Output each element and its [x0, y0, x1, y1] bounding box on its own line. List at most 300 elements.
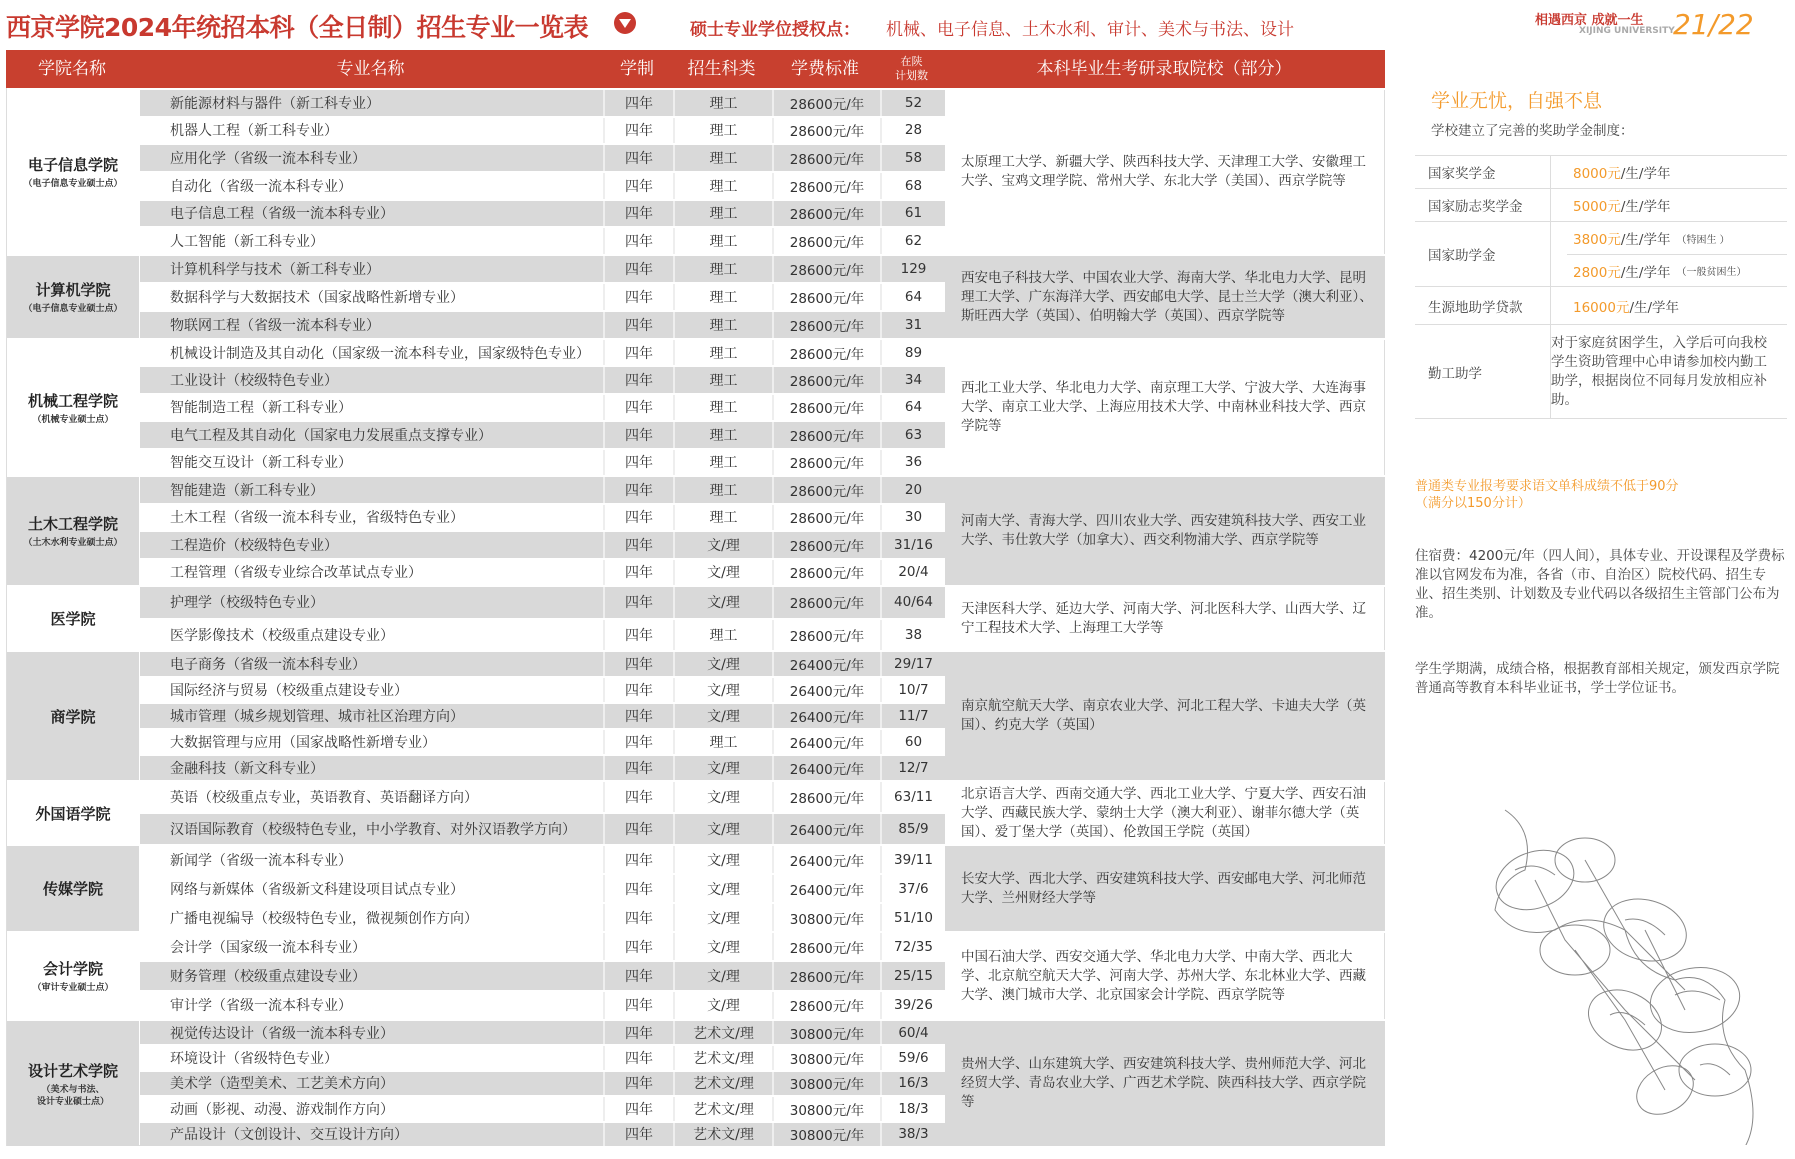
plan-count: 18/3 — [880, 1097, 945, 1120]
aid-row — [1415, 189, 1787, 222]
college-group — [7, 254, 1385, 338]
college-group — [7, 844, 1385, 931]
college-name: 会计学院 — [42, 960, 103, 978]
col-schools: 本科毕业生考研录取院校（部分） — [1036, 59, 1292, 79]
plan-count: 34 — [880, 367, 945, 392]
major-name: 动画（影视、动漫、游戏制作方向） — [170, 1101, 394, 1118]
table-row — [140, 931, 945, 960]
category: 理工 — [673, 118, 772, 144]
category: 文/理 — [673, 560, 772, 586]
tuition-fee: 30800元/年 — [772, 1046, 880, 1069]
category: 理工 — [673, 395, 772, 420]
master-label: 硕士专业学位授权点： — [690, 20, 860, 40]
years: 四年 — [603, 90, 673, 116]
years: 四年 — [603, 620, 673, 651]
table-row — [140, 226, 945, 254]
major-name: 土木工程（省级一流本科专业，省级特色专业） — [170, 510, 464, 527]
table-row — [140, 116, 945, 144]
tuition-fee: 28600元/年 — [772, 962, 880, 989]
plan-count: 62 — [880, 228, 945, 254]
master-fields: 机械、电子信息、土木水利、审计、美术与书法、设计 — [886, 20, 1294, 40]
major-name: 机器人工程（新工科专业） — [170, 123, 338, 140]
table-row — [140, 702, 945, 728]
tuition-fee: 30800元/年 — [772, 1021, 880, 1044]
admitted-schools: 天津医科大学、延边大学、河南大学、河北医科大学、山西大学、辽宁工程技术大学、上海理工大学等 — [945, 585, 1385, 650]
tuition-fee: 28600元/年 — [772, 256, 880, 282]
aid-text: 对于家庭贫困学生，入学后可向我校学生资助管理中心申请参加校内勤工助学，根据岗位不同每月发放相应补助。 — [1551, 334, 1767, 408]
plan-count: 72/35 — [880, 933, 945, 960]
major-name: 英语（校级重点专业，英语教育、英语翻译方向） — [170, 790, 478, 806]
college-subtitle: （土木水利专业硕士点） — [23, 538, 123, 548]
col-years: 学制 — [620, 59, 654, 79]
plan-count: 31/16 — [880, 532, 945, 558]
table-row — [140, 530, 945, 558]
years: 四年 — [603, 340, 673, 365]
table-row — [140, 1070, 945, 1095]
years: 四年 — [603, 256, 673, 282]
aid-name: 生源地助学贷款 — [1415, 287, 1551, 324]
college-name: 外国语学院 — [35, 804, 111, 823]
plan-count: 85/9 — [880, 814, 945, 844]
college-cell — [7, 931, 139, 1019]
master-degree-points — [690, 15, 1294, 40]
years: 四年 — [603, 933, 673, 960]
major-name: 会计学（国家级一流本科专业） — [170, 939, 366, 956]
admitted-schools: 中国石油大学、西安交通大学、华北电力大学、中南大学、西北大学、北京航空航天大学、河南大学、苏州大学、东北林业大学、西藏大学、澳门城市大学、北京国家会计学院、西京学院等 — [945, 931, 1385, 1019]
aid-note-2: （一般贫困生） — [1676, 267, 1747, 278]
category: 理工 — [673, 505, 772, 531]
college-group — [7, 931, 1385, 1019]
aid-unit: /生/学年 — [1620, 199, 1671, 215]
category: 理工 — [673, 620, 772, 651]
years: 四年 — [603, 704, 673, 728]
category: 文/理 — [673, 962, 772, 989]
major-name: 数据科学与大数据技术（国家战略性新增专业） — [170, 290, 464, 306]
years: 四年 — [603, 587, 673, 618]
table-row — [140, 503, 945, 531]
page-title: 西京学院2024年统招本科（全日制）招生专业一览表 — [6, 13, 589, 42]
table-row — [140, 960, 945, 989]
col-college: 学院名称 — [38, 59, 106, 79]
category: 艺术文/理 — [673, 1097, 772, 1120]
years: 四年 — [603, 1046, 673, 1069]
college-name: 商学院 — [50, 707, 96, 726]
plan-count: 60 — [880, 730, 945, 754]
college-cell — [7, 780, 139, 844]
major-name: 国际经济与贸易（校级重点建设专业） — [170, 683, 408, 699]
category: 艺术文/理 — [673, 1072, 772, 1095]
admitted-schools: 南京航空航天大学、南京农业大学、河北工程大学、卡迪夫大学（英国）、约克大学（英国） — [945, 650, 1385, 780]
college-name: 设计艺术学院 — [27, 1061, 118, 1080]
years: 四年 — [603, 652, 673, 676]
aid-name: 国家奖学金 — [1415, 156, 1551, 188]
tuition-fee: 28600元/年 — [772, 992, 880, 1019]
years: 四年 — [603, 450, 673, 475]
major-name: 金融科技（新文科专业） — [170, 761, 324, 777]
tuition-fee: 28600元/年 — [772, 284, 880, 310]
aid-unit: /生/学年 — [1629, 299, 1680, 316]
tuition-fee: 28600元/年 — [772, 532, 880, 558]
college-group — [7, 780, 1385, 844]
aid-row — [1415, 325, 1787, 419]
major-name: 医学影像技术（校级重点建设专业） — [170, 627, 394, 644]
tuition-fee: 30800元/年 — [772, 1072, 880, 1095]
tuition-fee: 30800元/年 — [772, 1097, 880, 1120]
table-row — [140, 873, 945, 902]
major-name: 工程造价（校级特色专业） — [170, 537, 338, 554]
tuition-fee: 28600元/年 — [772, 90, 880, 116]
admitted-schools: 河南大学、青海大学、四川农业大学、西安建筑科技大学、西安工业大学、韦仕敦大学（加拿大）、西交利物浦大学、西京学院等 — [945, 475, 1385, 585]
plan-count: 63 — [880, 422, 945, 447]
category: 文/理 — [673, 846, 772, 873]
college-name: 土木工程学院 — [27, 515, 118, 533]
tuition-fee: 28600元/年 — [772, 422, 880, 447]
plan-count: 30 — [880, 505, 945, 531]
plan-count: 40/64 — [880, 587, 945, 618]
major-name: 电子商务（省级一流本科专业） — [170, 657, 366, 673]
table-row — [140, 990, 945, 1019]
college-subtitle: （电子信息专业硕士点） — [23, 179, 123, 189]
years: 四年 — [603, 395, 673, 420]
table-row — [140, 420, 945, 447]
table-row — [140, 448, 945, 475]
major-name: 新闻学（省级一流本科专业） — [170, 852, 352, 869]
college-cell — [7, 254, 139, 338]
years: 四年 — [603, 992, 673, 1019]
tuition-fee: 28600元/年 — [772, 477, 880, 503]
years: 四年 — [603, 284, 673, 310]
tuition-fee: 26400元/年 — [772, 678, 880, 702]
years: 四年 — [603, 904, 673, 931]
years: 四年 — [603, 678, 673, 702]
category: 理工 — [673, 422, 772, 447]
table-row — [140, 171, 945, 199]
admitted-schools: 贵州大学、山东建筑大学、西安建筑科技大学、贵州师范大学、河北经贸大学、青岛农业大学、广西艺术学院、陕西科技大学、西京学院等 — [945, 1019, 1385, 1146]
chinese-score-note: 普通类专业报考要求语文单科成绩不低于90分 （满分以150分计） — [1415, 479, 1679, 511]
years: 四年 — [603, 875, 673, 902]
category: 文/理 — [673, 933, 772, 960]
college-name: 机械工程学院 — [27, 391, 118, 410]
category: 理工 — [673, 730, 772, 754]
years: 四年 — [603, 505, 673, 531]
plan-count: 37/6 — [880, 875, 945, 902]
major-name: 护理学（校级特色专业） — [170, 595, 324, 612]
category: 文/理 — [673, 782, 772, 812]
tuition-fee: 28600元/年 — [772, 367, 880, 392]
college-group — [7, 88, 1385, 254]
years: 四年 — [603, 962, 673, 989]
plan-count: 89 — [880, 340, 945, 365]
years: 四年 — [603, 312, 673, 338]
dropdown-triangle-icon[interactable] — [614, 12, 636, 34]
plan-count: 31 — [880, 312, 945, 338]
aid-unit-2: /生/学年 — [1620, 264, 1671, 281]
aid-unit: /生/学年 — [1620, 166, 1671, 182]
tuition-fee: 28600元/年 — [772, 450, 880, 475]
category: 文/理 — [673, 652, 772, 676]
college-cell — [7, 88, 139, 254]
college-subtitle: （电子信息专业硕士点） — [23, 304, 123, 314]
years: 四年 — [603, 730, 673, 754]
category: 理工 — [673, 228, 772, 254]
tuition-fee: 28600元/年 — [772, 505, 880, 531]
category: 理工 — [673, 367, 772, 392]
aid-row — [1415, 287, 1787, 325]
plan-count: 64 — [880, 284, 945, 310]
category: 文/理 — [673, 704, 772, 728]
tuition-fee: 28600元/年 — [772, 173, 880, 199]
table-row — [140, 676, 945, 702]
table-row — [140, 365, 945, 392]
college-group — [7, 475, 1385, 585]
degree-text: 学生学期满，成绩合格，根据教育部相关规定，颁发西京学院普通高等教育本科毕业证书，学士学位证书。 — [1415, 661, 1780, 696]
category: 文/理 — [673, 992, 772, 1019]
table-row — [140, 1019, 945, 1044]
tuition-fee: 28600元/年 — [772, 145, 880, 171]
major-name: 电气工程及其自动化（国家电力发展重点支撑专业） — [170, 427, 492, 444]
college-subtitle: （美术与书法、 设计专业硕士点） — [36, 1084, 109, 1107]
plan-count: 59/6 — [880, 1046, 945, 1069]
category: 理工 — [673, 90, 772, 116]
tuition-fee: 28600元/年 — [772, 933, 880, 960]
category: 理工 — [673, 477, 772, 503]
table-row — [140, 728, 945, 754]
college-cell — [7, 650, 139, 780]
tuition-fee: 28600元/年 — [772, 340, 880, 365]
major-name: 大数据管理与应用（国家战略性新增专业） — [170, 735, 436, 751]
major-name: 城市管理（城乡规划管理、城市社区治理方向） — [170, 709, 464, 725]
category: 文/理 — [673, 587, 772, 618]
category: 文/理 — [673, 756, 772, 780]
aid-amount: 16000元 — [1573, 299, 1630, 316]
plan-count: 11/7 — [880, 704, 945, 728]
tuition-fee: 28600元/年 — [772, 395, 880, 420]
college-name: 计算机学院 — [35, 281, 111, 299]
major-name: 美术学（造型美术、工艺美术方向） — [170, 1076, 394, 1093]
table-row — [140, 199, 945, 227]
college-name: 电子信息学院 — [27, 156, 118, 174]
major-name: 人工智能（新工科专业） — [170, 234, 324, 251]
table-row — [140, 1044, 945, 1069]
aid-name: 国家助学金 — [1415, 222, 1551, 286]
plan-count: 20 — [880, 477, 945, 503]
aid-table — [1415, 155, 1787, 419]
category: 理工 — [673, 284, 772, 310]
col-fee: 学费标准 — [791, 59, 859, 79]
table-header — [6, 50, 1385, 88]
major-name: 智能制造工程（新工科专业） — [170, 400, 352, 417]
plan-count: 129 — [880, 256, 945, 282]
years: 四年 — [603, 846, 673, 873]
plan-count: 10/7 — [880, 678, 945, 702]
plan-count: 63/11 — [880, 782, 945, 812]
tuition-fee: 26400元/年 — [772, 704, 880, 728]
table-row — [140, 475, 945, 503]
plan-count: 39/11 — [880, 846, 945, 873]
admitted-schools: 西北工业大学、华北电力大学、南京理工大学、宁波大学、大连海事大学、南京工业大学、上海应用技术大学、中南林业科技大学、西京学院等 — [945, 338, 1385, 475]
col-major: 专业名称 — [336, 59, 405, 79]
plan-count: 12/7 — [880, 756, 945, 780]
years: 四年 — [603, 1072, 673, 1095]
years: 四年 — [603, 118, 673, 144]
table-row — [140, 618, 945, 651]
table-row — [140, 780, 945, 812]
plan-count: 16/3 — [880, 1072, 945, 1095]
tuition-fee: 28600元/年 — [772, 587, 880, 618]
years: 四年 — [603, 532, 673, 558]
col-count-bottom: 计划数 — [895, 69, 928, 82]
table-row — [140, 254, 945, 282]
admitted-schools: 太原理工大学、新疆大学、陕西科技大学、天津理工大学、安徽理工大学、宝鸡文理学院、常州大学、东北大学（美国）、西京学院等 — [945, 88, 1385, 254]
years: 四年 — [603, 814, 673, 844]
table-row — [140, 754, 945, 780]
col-count-top: 在陕 — [900, 55, 923, 68]
major-name: 产品设计（文创设计、交互设计方向） — [170, 1127, 408, 1144]
col-count — [879, 50, 944, 88]
plan-count: 29/17 — [880, 652, 945, 676]
sidebar-intro: 学校建立了完善的奖助学金制度： — [1431, 123, 1634, 139]
flower-illustration — [1475, 800, 1775, 1145]
college-cell — [7, 1019, 139, 1146]
college-cell — [7, 585, 139, 650]
plan-count: 60/4 — [880, 1021, 945, 1044]
years: 四年 — [603, 145, 673, 171]
category: 艺术文/理 — [673, 1021, 772, 1044]
plan-count: 20/4 — [880, 560, 945, 586]
major-name: 财务管理（校级重点建设专业） — [170, 968, 366, 985]
years: 四年 — [603, 1021, 673, 1044]
category: 理工 — [673, 312, 772, 338]
college-subtitle: （审计专业硕士点） — [32, 983, 114, 993]
years: 四年 — [603, 228, 673, 254]
aid-name: 勤工助学 — [1415, 325, 1551, 418]
years: 四年 — [603, 756, 673, 780]
category: 理工 — [673, 256, 772, 282]
tuition-fee: 30800元/年 — [772, 1123, 880, 1146]
table-row — [140, 1095, 945, 1120]
category: 文/理 — [673, 814, 772, 844]
college-group — [7, 338, 1385, 475]
aid-amount: 5000元 — [1573, 199, 1621, 215]
major-name: 新能源材料与器件（新工科专业） — [170, 95, 380, 112]
major-name: 计算机科学与技术（新工科专业） — [170, 262, 380, 278]
plan-count: 52 — [880, 90, 945, 116]
tuition-fee: 28600元/年 — [772, 201, 880, 227]
logo-number: 21/22 — [1673, 8, 1754, 41]
tuition-fee: 26400元/年 — [772, 756, 880, 780]
plan-count: 51/10 — [880, 904, 945, 931]
major-name: 工业设计（校级特色专业） — [170, 373, 338, 390]
college-cell — [7, 475, 139, 585]
aid-row — [1415, 156, 1787, 189]
plan-count: 38/3 — [880, 1123, 945, 1146]
tuition-fee: 26400元/年 — [772, 652, 880, 676]
years: 四年 — [603, 173, 673, 199]
college-group — [7, 585, 1385, 650]
category: 文/理 — [673, 532, 772, 558]
tuition-fee: 28600元/年 — [772, 782, 880, 812]
dorm-fee-text: 住宿费：4200元/年（四人间），具体专业、开设课程及学费标准以官网发布为准，各省（市、自治区）院校代码、招生专业、招生类别、计划数及专业代码以各级招生主管部门公布为准。 — [1415, 548, 1785, 621]
plan-count: 36 — [880, 450, 945, 475]
tuition-fee: 30800元/年 — [772, 904, 880, 931]
table-row — [140, 812, 945, 844]
major-name: 网络与新媒体（省级新文科建设项目试点专业） — [170, 881, 464, 898]
plan-count: 38 — [880, 620, 945, 651]
tuition-fee: 28600元/年 — [772, 118, 880, 144]
category: 理工 — [673, 340, 772, 365]
aid-amount-2: 2800元 — [1573, 264, 1621, 281]
table-row — [140, 844, 945, 873]
years: 四年 — [603, 1123, 673, 1146]
aid-unit: /生/学年 — [1620, 232, 1671, 248]
plan-count: 68 — [880, 173, 945, 199]
major-name: 机械设计制造及其自动化（国家级一流本科专业，国家级特色专业） — [170, 345, 590, 362]
table-row — [140, 650, 945, 676]
table-row — [140, 585, 945, 618]
category: 文/理 — [673, 875, 772, 902]
table-row — [140, 88, 945, 116]
table-row — [140, 902, 945, 931]
tuition-fee: 26400元/年 — [772, 846, 880, 873]
aid-row — [1415, 222, 1787, 287]
table-row — [140, 558, 945, 586]
tuition-fee: 26400元/年 — [772, 814, 880, 844]
years: 四年 — [603, 201, 673, 227]
category: 理工 — [673, 201, 772, 227]
major-name: 视觉传达设计（省级一流本科专业） — [170, 1025, 394, 1042]
plan-count: 25/15 — [880, 962, 945, 989]
years: 四年 — [603, 422, 673, 447]
aid-note: （特困生 ） — [1676, 234, 1730, 246]
tuition-fee: 28600元/年 — [772, 560, 880, 586]
major-name: 汉语国际教育（校级特色专业，中小学教育、对外汉语教学方向） — [170, 822, 576, 838]
plan-count: 61 — [880, 201, 945, 227]
tuition-fee: 28600元/年 — [772, 228, 880, 254]
admitted-schools: 北京语言大学、西南交通大学、西北工业大学、宁夏大学、西安石油大学、西藏民族大学、蒙纳士大学（澳大利亚）、谢菲尔德大学（英国）、爱丁堡大学（英国）、伦敦国王学院（英国） — [945, 780, 1385, 844]
college-name: 医学院 — [50, 610, 96, 628]
major-name: 自动化（省级一流本科专业） — [170, 178, 352, 195]
category: 理工 — [673, 173, 772, 199]
admitted-schools: 西安电子科技大学、中国农业大学、海南大学、华北电力大学、昆明理工大学、广东海洋大学、西安邮电大学、昆士兰大学（澳大利亚）、斯旺西大学（英国）、伯明翰大学（英国）、西京学院等 — [945, 254, 1385, 338]
college-subtitle: （机械专业硕士点） — [32, 414, 114, 425]
years: 四年 — [603, 1097, 673, 1120]
tuition-fee: 26400元/年 — [772, 875, 880, 902]
major-name: 智能建造（新工科专业） — [170, 482, 324, 499]
years: 四年 — [603, 560, 673, 586]
category: 文/理 — [673, 678, 772, 702]
table-row — [140, 310, 945, 338]
category: 理工 — [673, 145, 772, 171]
sidebar-heading: 学业无忧，自强不息 — [1431, 90, 1603, 112]
category: 理工 — [673, 450, 772, 475]
table-row — [140, 338, 945, 365]
aid-amount: 8000元 — [1573, 166, 1621, 182]
table-row — [140, 1121, 945, 1146]
major-name: 应用化学（省级一流本科专业） — [170, 151, 366, 168]
tuition-fee: 28600元/年 — [772, 620, 880, 651]
college-name: 传媒学院 — [42, 880, 103, 898]
major-name: 智能交互设计（新工科专业） — [170, 455, 352, 472]
college-cell — [7, 338, 139, 475]
plan-count: 64 — [880, 395, 945, 420]
table-row — [140, 282, 945, 310]
years: 四年 — [603, 782, 673, 812]
category: 艺术文/理 — [673, 1123, 772, 1146]
category: 艺术文/理 — [673, 1046, 772, 1069]
aid-name: 国家励志奖学金 — [1415, 189, 1551, 221]
plan-count: 39/26 — [880, 992, 945, 1019]
plan-count: 58 — [880, 145, 945, 171]
